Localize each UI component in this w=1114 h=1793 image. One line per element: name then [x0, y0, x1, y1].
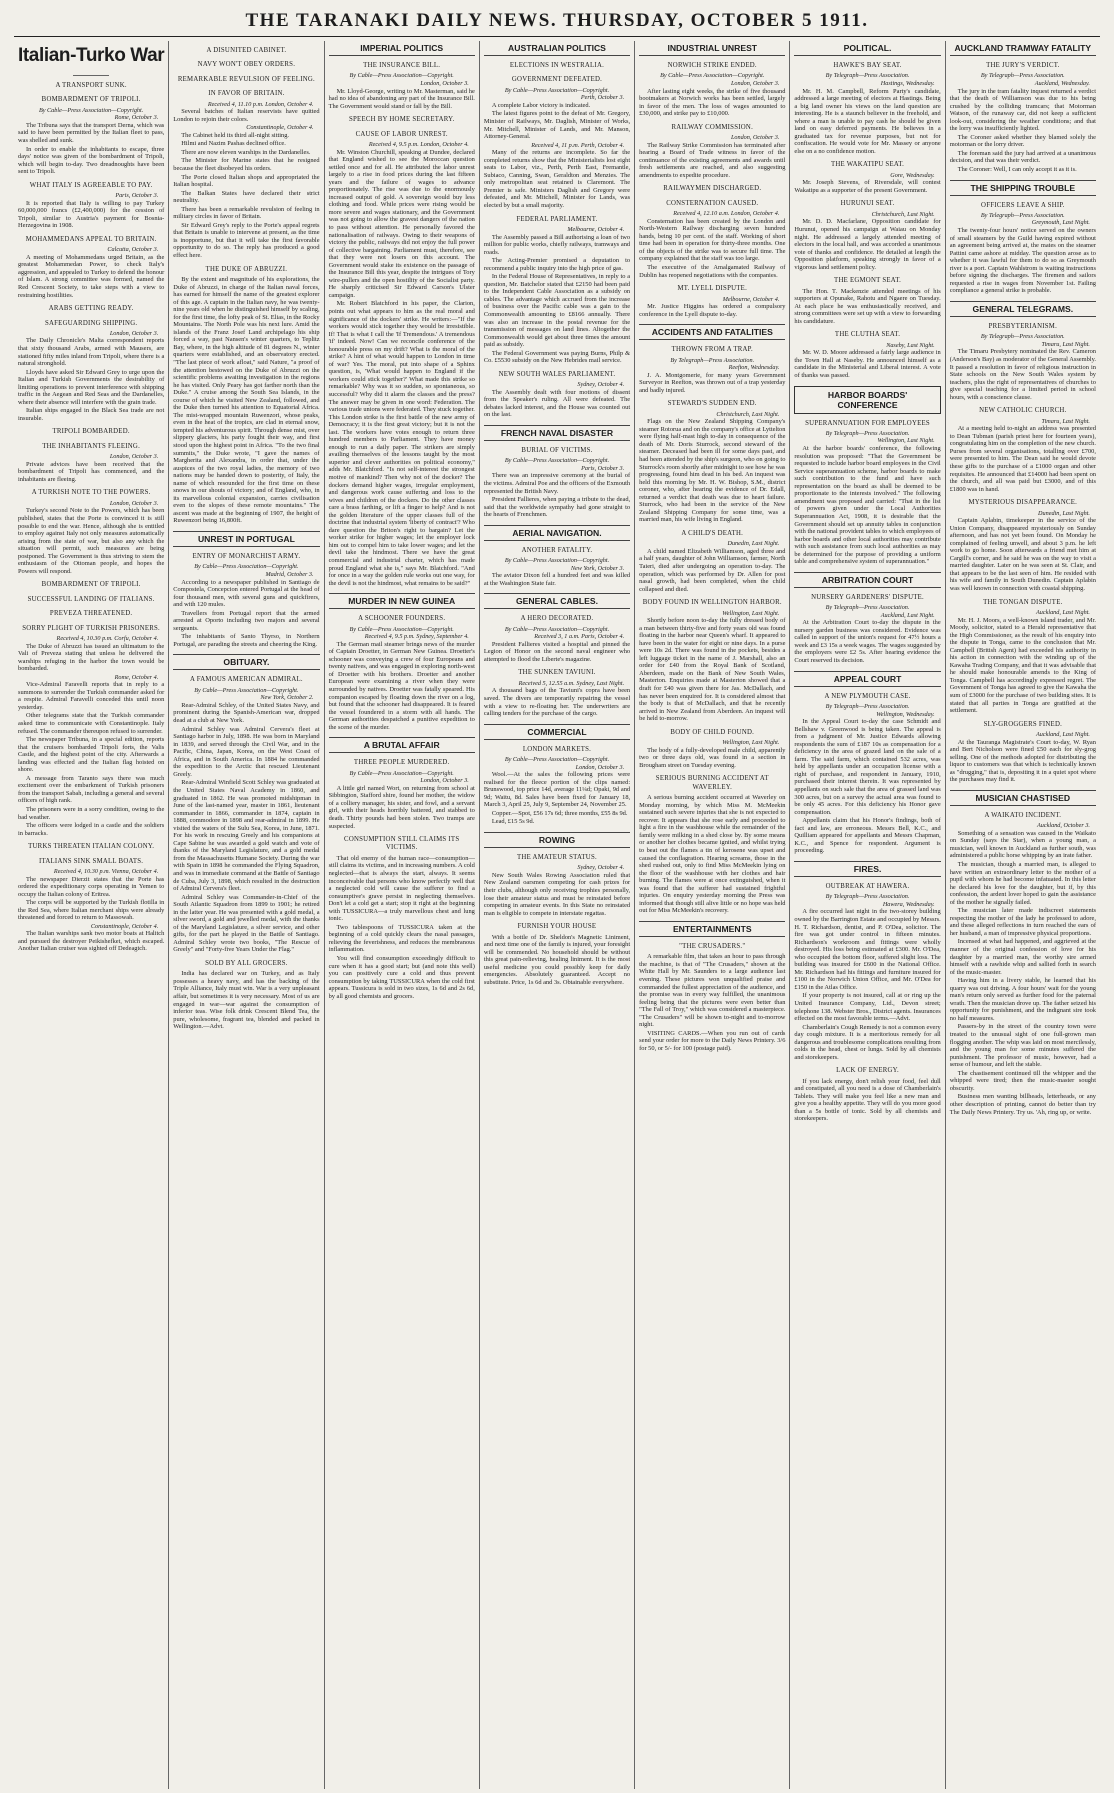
dateline: Rome, October 4. — [114, 673, 159, 681]
subheading: SUPERANNUATION FOR EMPLOYEES — [805, 419, 930, 427]
section-heading: A BRUTAL AFFAIR — [329, 737, 475, 753]
subheading: SLY-GROGGERS FINED. — [983, 720, 1063, 728]
paragraph: Travellers from Portugal report that the armed arrested at Oporto including two majors and several sergeants. — [173, 609, 320, 632]
subheading: ANOTHER FATALITY. — [521, 546, 593, 554]
paragraph: Passers-by in the street of the country town were treated to the unusual sight of one full-grown man flogging another. The whip was laid on most mercilessly, and the young man for some minutes suffered the punishment. The professor of music, however, had a sense of humour, and left the stable. — [949, 1023, 1096, 1069]
section-title: Italian-Turko War — [18, 45, 165, 66]
dateline: Constantinople, October 4. — [246, 124, 314, 132]
byline: By Telegraph—Press Association. — [825, 429, 910, 437]
paragraph: J. A. Montgomerie, for many years Government Surveyor in Reefton, was thrown out of a trap yesterday and badly injured. — [639, 371, 786, 394]
subheading: SOLD BY ALL GROCERS. — [205, 959, 288, 967]
paragraph: VISITING CARDS.—When you run out of cards send your order for more to the Daily News Printery. 3/6 for 50, or 5/- for 100 (postage paid). — [639, 1029, 786, 1052]
dateline: London, October 3. — [420, 79, 469, 87]
column-6 — [790, 41, 945, 1789]
dateline: Timaru, Last Night. — [1041, 340, 1090, 348]
byline: By Cable—Press Association—Copyright. — [349, 72, 454, 80]
paragraph: The musician later made indiscreet statements respecting the mother of the lady he professed to adore, and these alleged reflections in turn reached the ears of her husband, a man of impressive physical proportions. — [949, 907, 1096, 937]
subheading: FEDERAL PARLIAMENT. — [516, 215, 598, 223]
paragraph: The newspaper Tribuna, in a special edition, reports that the cruisers bombarded Tripoli forts, the Valis Castle, and the highest point of the city. Afterwards a landing was effected and the Italian flag hoisted on shore. — [18, 736, 165, 774]
paragraph: Mr. W. D. Moore addressed a fairly large audience in the Town Hall at Naseby. He announced himself as a candidate in the Ministerial and Liberal interest. A vote of thanks was passed. — [794, 349, 941, 379]
paragraph: The executive of the Amalgamated Railway of Dublin has reopened negotiations with the companies. — [639, 264, 786, 279]
subheading: TURKS THREATEN ITALIAN COLONY. — [28, 843, 155, 851]
columns — [14, 41, 1100, 1789]
section-heading: ROWING — [484, 832, 630, 848]
dateline: Received 4, 9.5 p.m. Sydney, September 4. — [364, 633, 469, 641]
paragraph: Mr. D. D. Macfarlane, Opposition candidate for Hurunui, opened his campaign at Waiau on Monday night. He addressed a largely attended meeting of electors in the local hall, and was accorded a unanimous vote of thanks and confidence. He detailed at length the Opposition platform, speaking strongly in favor of a vigorous land settlement policy. — [794, 218, 941, 271]
subheading: WHAT ITALY IS AGREEABLE TO PAY. — [29, 181, 153, 189]
paragraph: The corps will be supported by the Turkish flotilla in the Red Sea, where Italian merchant ships were already threatened and forced to return to Massowah. — [18, 899, 165, 922]
section-heading: MURDER IN NEW GUINEA — [329, 593, 475, 609]
paragraph: Admiral Schley was Commander-in-Chief of the South Atlantic Squadron from 1899 to 1901; he retired in the latter year. He was presented with a gold medal, a silver sword, a gold and jewelled medal, with the thanks of the Maryland Legislature, a silver service, and other gifts, for the part he played in the Battle of Santiago. Admiral Schley wrote two books, "The Rescue of Greely" and "Forty-five Years Under the Flag." — [173, 893, 320, 954]
dateline: Received 4, 12.10 a.m. London, October 4. — [673, 210, 780, 218]
dateline: Gore, Wednesday. — [890, 171, 935, 179]
byline: By Cable—Press Association—Copyright. — [38, 106, 144, 114]
byline: By Telegraph—Press Association. — [980, 211, 1065, 219]
dateline: Received 4, 10.30 p.m. Vienna, October 4. — [53, 868, 159, 876]
paragraph: The Acting-Premier promised a deputation to recommend a public inquiry into the high price of gas. — [483, 257, 631, 272]
dateline: Auckland, Last Night. — [880, 611, 935, 619]
dateline: Auckland, October 3. — [1037, 822, 1090, 830]
subheading: LACK OF ENERGY. — [836, 1067, 899, 1075]
section-heading: GENERAL CABLES. — [484, 593, 630, 609]
subheading: GOVERNMENT DEFEATED. — [511, 76, 603, 84]
paragraph: A serious burning accident occurred at Waverley on Monday morning, by which Miss M. McMeekin sustained such severe injuries that she is not expected to recover. It appears that she rose early and proceeded to light a fire in the washhouse while the remainder of the family were milking in a shed close by. By some means or another her clothes became ignited, and whilst trying to beat out the flames a tin of kerosene was upset and caused the conflagration. Hearing screams, those in the shed rushed out, only to find Miss McMeekin lying on the floor of the washhouse with her clothes and hair burning. The flames were at once extinguished, when it was found that the sufferer had sustained frightful injuries. On enquiry yesterday morning the Press was informed that though still alive little or no hope was held out for Miss McMeekin's recovery. — [639, 794, 786, 915]
subheading: THE JURY'S VERDICT. — [986, 62, 1060, 69]
dateline: New York, October 2. — [260, 694, 314, 702]
byline: By Cable—Press Association—Copyright. — [504, 625, 610, 633]
byline: By Telegraph—Press Association. — [980, 72, 1065, 80]
paragraph: That old enemy of the human race—consumption—still claims its victims, and in increasing numbers. A cold neglected—that is always the start, always. It seems inconceivable that persons who know perfectly well that a neglected cold will cause the sufferer to find a consumptive's grave persist in neglecting themselves. Don't let a cold get a start; stop it right at the beginning with TUSSICURA—a truly marvellous chest and lung tonic. — [328, 854, 475, 923]
paragraph: Mr. Winston Churchill, speaking at Dundee, declared that England wished to see the Moroccan question settled once and for all. He attributed the labor unrest largely to a rise in food prices during the last fifteen years and the failure of wages to advance proportionately. The rise was due to the enormously increased output of gold. A sovereign would buy less clothing and food. While prices were rising would be more severe and wages stationary, and the Government was not going to allow the gravest dangers of the nation to pass without attention. He personally favored the nationalisation of railways. Owing to their weapons of victory the public, railways did not enjoy the full power of collective bargaining. Parliament must, therefore, see that they were not losers on this account. The Government would stake its existence on the passage of the Insurance Bill this year, despite the intrigues of Tory wire-pullers and the open hostility of the Socialist party. He sharply criticised Sir Edward Carson's Ulster campaign. — [328, 148, 475, 299]
subheading: CAUSE OF LABOR UNREST. — [355, 130, 448, 138]
paragraph: Mr. Robert Blatchford in his paper, the Clarion, points out what appears to him as the real moral and significance of the dockers' strike. He writers:—"If the workers would stick together they would be irresistible. If! That is what I call the 'If Tremendous.' A tremendous 'if' indeed. Now! Can we reconcile conference of the honourable press on my drift? What is the moral of the strike? A hint of what would happen to London in time of war? Yes. The moral, put into shape of a Sphinx question, is, 'What would happen to England if the workers could stick together?' What made this strike so remarkable? Why was it so sudden, so spontaneous, so successful? Why did it alarm the classes and the press? The answer may be given in one word: Federation. The various trade unions were federated. They stuck together. This London strike is the first battle of the new army of Democracy; it is the first great victory; but it is not the last. The workers have votes enough to return three hundred members to Parliament. They have money enough to run a daily paper. The strikers are simply availing themselves of the lessons taught by the most superior and clever authorities on political economy," adds Mr. Blatchford. "Is not self-interest the strongest motive of mankind? Then why not of the docker? The dockers demand higher wages, irregular employment, and dangerous work cause suffering and loss to the wives and children of the dockers. Do the other classes care a brass farthing, or lift a finger to help? And is not the golden literature of the upper classes full of the doctrine that industrial system 'liberty of contract'? Who dare question the Briton's right to bargain? Let the worker strike for higher wages; let the employer lock him out to compel him to take lower wages; and let the devil take the hindmost. There we have the great commercial and industrial charter, which has made proud England what she is," says Mr. Blatchford. "And for once in a way the golden rule works out one way, for the devil is not the hindmost, what remains to be said?" — [328, 300, 475, 587]
subheading: PREVEZA THREATENED. — [49, 610, 133, 618]
paragraph: Private advices have been received that the bombardment of Tripoli has commenced, and the inhabitants are fleeing. — [18, 460, 165, 483]
dateline: Calcutta, October 3. — [107, 246, 159, 254]
subheading: BODY FOUND IN WELLINGTON HARBOR. — [642, 599, 782, 607]
dateline: Received 4, 11.10 p.m. London, October 4. — [207, 100, 314, 108]
subheading: "THE CRUSADERS." — [679, 942, 746, 950]
subheading: A CHILD'S DEATH. — [681, 529, 744, 537]
section-heading: ACCIDENTS AND FATALITIES — [639, 324, 785, 340]
subheading: A WAIKATO INCIDENT. — [984, 811, 1062, 819]
paragraph: The inhabitants of Santo Thyrso, in Northern Portugal, are parading the streets and cheering the King. — [173, 633, 320, 648]
paragraph: The Timaru Presbytery nominated the Rev. Cameron (Anderson's Bay) as moderator of the General Assembly. It passed a resolution in favor of religious instruction in State schools on the New South Wales system by teachers, plus the right of representatives of churches to give special teaching for a limited period in school hours, with a conscience clause. — [949, 348, 1096, 401]
dateline: Melbourne, October 4. — [567, 225, 625, 233]
paragraph: Flags on the New Zealand Shipping Company's steamer Rotorua and on the company's office at Lyttelton were flying half-mast high to-day in consequence of the death of Mr. Doris Sturrock, second steward of the steamer. Deceased had been ill for some days past, and had been attended by the ship's surgeon, who on going to Sturrock's room shortly after midnight to see how he was progressing, found him dead in his bed. An inquest was held this morning by Mr. H. W. Bishop, S.M., district coroner, who, after hearing the evidence of Dr. Edall, returned a verdict that death was due to heart failure. Sturrock, who had been in the service of the New Zealand Shipping Company for some time, was a married man, his wife living in England. — [639, 418, 786, 524]
subheading: SAFEGUARDING SHIPPING. — [44, 319, 138, 327]
section-heading: COMMERCIAL — [484, 724, 630, 740]
dateline: Received 3, 1 a.m. Paris, October 4. — [534, 633, 625, 641]
section-heading: OBITUARY. — [173, 654, 319, 670]
byline: By Cable—Press Association—Copyright. — [504, 86, 610, 94]
dateline: Received 4, 10.30 p.m. Corfu, October 4. — [56, 634, 159, 642]
paragraph: Wool.—At the sales the following prices were realised for the fleece portion of the clips named: Brunswood, top price 14d, average 11¼d; Opaki, 9d and 9d; Waitu, 8d. Sales have been fixed for January 18, March 3, April 25, July 9, September 24, November 25. — [483, 771, 631, 809]
subheading: BOMBARDMENT OF TRIPOLI. — [41, 96, 141, 104]
dateline: Madrid, October 3. — [265, 570, 314, 578]
subheading: ELECTIONS IN WESTRALIA. — [509, 62, 605, 69]
paragraph: If you lack energy, don't relish your food, feel dull and constipated, all you need is a dose of Chamberlain's Tablets. They will make you feel like a new man and give you a healthy appetite. They will do you more good than a 5s bottle of tonic. Sold by all chemists and storekeepers. — [794, 1077, 941, 1123]
paragraph: Two tablespoons of TUSSICURA taken at the beginning of a cold quickly clears the nasal passages, relieving the feverishness, and reduces the membranous inflammation. — [328, 923, 475, 954]
paragraph: Hilmi and Nazim Pashas declined office. — [181, 140, 286, 148]
subheading: BURIAL OF VICTIMS. — [521, 446, 593, 454]
subheading: SORRY PLIGHT OF TURKISH PRISONERS. — [22, 624, 160, 632]
dateline: Received 5, 12.55 a.m. Sydney, Last Night. — [518, 679, 625, 687]
subheading: A TURKISH NOTE TO THE POWERS. — [31, 489, 151, 497]
paragraph: Copper.—Spot, £56 17s 6d; three months, £55 8s 9d. — [491, 809, 628, 817]
paragraph: The Coroner: Well, I can only accept it as it is. — [957, 165, 1077, 173]
byline: By Cable—Press Association—Copyright. — [194, 686, 299, 694]
dateline: Perth, October 3. — [580, 94, 625, 102]
byline: By Cable—Press Association—Copyright. — [349, 625, 454, 633]
subheading: HAWKE'S BAY SEAT. — [833, 62, 902, 69]
byline: By Cable—Press Association—Copyright. — [660, 72, 765, 80]
column-2 — [169, 41, 324, 1789]
subheading: CONSUMPTION STILL CLAIMS ITS VICTIMS. — [344, 836, 460, 852]
subheading: THROWN FROM A TRAP. — [671, 346, 753, 354]
paragraph: Shortly before noon to-day the fully dressed body of a man between thirty-five and forty years old was found floating in the harbor near Queen's wharf. It appeared to have been in the water for eight or nine days. In a purse were 10s 2d. There was found in the pockets, besides a left luggage ticket in the name of J. Marshall, also an order for £40 from the Royal Bank of Scotland, Aberdeen, made on the Bank of New South Wales, Masterton. Enquiries made at Masterton showed that a draft for £40 was given there for Jas. McDallach, and has never been enquired for. It is considered almost that the body is that of McDallach, and that he recently arrived in New Zealand from Aberdeen. An inquest will be held to-morrow. — [639, 617, 786, 723]
subheading: REMARKABLE REVULSION OF FEELING. — [177, 75, 315, 83]
paragraph: The Tribuna says that the transport Derna, which was said to have been permitted by the Italian fleet to pass, was shelled and sunk. — [18, 121, 165, 144]
paragraph: A remarkable film, that takes an hour to pass through the machine, is that of "The Crusaders," shown at the White Hall by Mr. Saunders to a large audience last evening. These pictures won unqualified praise and commanded the fullest appreciation of the audience, and the promise was in every way fulfilled, the unanimous feeling being that the pictures were even better than "The Fall of Troy," which was considered a masterpiece. "The Crusaders" will be shown to-night and to-morrow night. — [639, 953, 786, 1029]
paragraph: In order to enable the inhabitants to escape, three days' notice was given of the bombardment of Tripoli, which will begin to-day. Two dreadnoughts have been sent to Tripoli. — [18, 145, 165, 176]
subheading: ARABS GETTING READY. — [48, 305, 134, 313]
column-1 — [14, 41, 169, 1789]
divider — [73, 75, 109, 76]
section-heading: GENERAL TELEGRAMS. — [950, 301, 1096, 317]
paragraph: If your property is not insured, call at or ring up the United Insurance Company, Ltd., Devon street; telephone 138. Webster Bros., District agents. Insurances effected on the most favorable terms.—Advt. — [794, 992, 941, 1023]
subheading: MT. LYELL DISPUTE. — [677, 285, 748, 293]
dateline: Auckland, Last Night. — [1036, 608, 1090, 616]
paragraph: Italian ships engaged in the Black Sea trade are not insurable. — [18, 407, 165, 422]
paragraph: According to a newspaper published in Santiago de Compostela, Concepcion entered Portugal at the head of four thousand men, with several guns and quickfirers, and with 120 mules. — [173, 578, 320, 609]
subheading: ITALIANS SINK SMALL BOATS. — [39, 857, 144, 865]
subheading: MOHAMMEDANS APPEAL TO BRITAIN. — [25, 235, 157, 243]
subheading: THE DUKE OF ABRUZZI. — [205, 265, 288, 273]
dateline: New York, October 3. — [570, 564, 625, 572]
paragraph: Chamberlain's Cough Remedy is not a common every day cough mixture. It is a meritorious remedy for all dangerous and troublesome complications resulting from colds in the head, chest or lungs. Sold by all chemists and storekeepers. — [794, 1023, 941, 1061]
dateline: Rome, October 3. — [114, 114, 159, 122]
paragraph: The foreman said the jury had arrived at a unanimous decision, and that was their verdict. — [949, 149, 1096, 165]
paragraph: With a bottle of Dr. Sheldon's Magnetic Liniment, and next time one of the family is injured, your foresight will be commended. No household should be without this great pain-relieving, healing liniment. It is the most useful medicine you could possibly keep for daily emergencies. Absolutely guaranteed. Accept no substitute. Price, 1s 6d and 3s. Obtainable everywhere. — [483, 933, 631, 986]
paragraph: In the Federal House of Representatives, in reply to a question, Mr. Batchelor stated that £2150 had been paid to the Independent Cable Association as a subsidy on cables. The advantage which accrued from the increase of business over the Pacific cable was a gain to the Commonwealth amounting to £8166 annually. There was also an increase in the postal revenue for the transmission of messages on land lines. Altogether the Commonwealth would get about three times the amount paid as subsidy. — [483, 273, 631, 349]
paragraph: The Hon. T. Mackenzie attended meetings of his supporters at Opunake, Rahotu and Ngaere on Tuesday. At each place he was enthusiastically received, and strong committees were set up with a view to forwarding his candidature. — [794, 287, 941, 325]
dateline: London, October 3. — [109, 453, 159, 461]
subheading: NEW SOUTH WALES PARLIAMENT. — [498, 370, 616, 378]
paragraph: A child named Elizabeth Williamson, aged three and a half years, daughter of John Williamson, farmer, North Taieri, died after undergoing an operation to-day. The operation, which was performed by Dr. Allen for post nasal growth, had been completed, when the child collapsed and died. — [639, 547, 786, 593]
byline: By Cable—Press Association—Copyright. — [504, 457, 610, 465]
paragraph: In the Appeal Court to-day the case Schmidt and Bellshaw v. Greenwood is being taken. The appeal is from a judgment of Mr. Justice Edwards allowing respondents the sum of £187 10s as compensation for a deficiency in the area of grazed land on the sale of a farm. The said farm, which contained 532 acres, was held by appellants under an occupation license with a right of purchase, and respondent in January, 1910, purchased their interest therein. It was represented by appellants on such sale that the area of grassed land was 300 acres, but on a survey the actual area was found to be only 45 acres. For this deficiency his Honor gave compensation. — [794, 718, 941, 816]
subheading: THE CLUTHA SEAT. — [834, 331, 901, 339]
paragraph: The aviator Dixon fell a hundred feet and was killed at the Washington State fair. — [483, 572, 631, 587]
section-heading: ENTERTAINMENTS — [639, 921, 785, 937]
subheading: THE AMATEUR STATUS. — [517, 853, 597, 861]
paragraph: Turkey's second Note to the Powers, which has been published, states that the Porte is convinced it is still possible to end the war. Hence, although she is entitled to employ against Italy not only measures automatically arising from the state of war, but also any which the situation will permit, such measures are being postponed. The Government is thus striving to stem the enthusiasm of the Ottoman people, and hopes the Powers will respond. — [18, 507, 165, 575]
subheading: A SCHOONER FOUNDERS. — [358, 615, 446, 623]
paragraph: Many of the returns are incomplete. So far the completed returns show that the Ministerialists lost eight seats to Labor, viz., Perth, Perth East, Fremantle, Subiaco, Canning, Swan, Geraldton and Menzies. The only metropolitan seat retained is Claremont. The Premier is safe. Ministers Daglish and Gregory were defeated, and Mr. Mitchell, Minister for Lands, was elected by but a small majority. — [483, 149, 631, 210]
subheading: IN FAVOR OF BRITAIN. — [208, 90, 285, 98]
dateline: Greymouth, Last Night. — [1031, 219, 1090, 227]
paragraph: At the Arbitration Court to-day the dispute in the nursery garden business was considered. Evidence was called in support of the union's request for 47½ hours a week and £3 15s a week wages. The wages suggested by the employers were £2 5s. After hearing evidence the Court reserved its decision. — [794, 619, 941, 665]
byline: By Telegraph—Press Association. — [825, 702, 910, 710]
byline: By Cable—Press Association—Copyright. — [504, 557, 610, 565]
paragraph: The officers were lodged in a castle and the soldiers in barracks. — [18, 822, 165, 837]
dateline: London, October 3. — [109, 329, 159, 337]
paragraph: There has been a remarkable revulsion of feeling in military circles in favor of Britain. — [173, 205, 320, 221]
paragraph: Rear-Admiral Winfield Scott Schley was graduated at the United States Naval Academy in 1860, and graduated in 1862. He was promoted midshipman in June of the last-named year, master in 1861, lieutenant commander in 1866, commander in 1874, captain in 1888, commodore in 1898 and rear-admiral in 1899. He visited the waters of the Sulu Sea, Korea, in June, 1871. For his work in rescuing Greely and his companions at Cape Sabine he was awarded a gold watch and vote of thanks of the Maryland Legislature, and a gold medal from the Massachusetts Humane Society. During the war with Spain in 1898 he commanded the Flying Squadron, and was in immediate command at the Battle of Santiago de Cuba, July 3, 1898, which resulted in the destruction of Admiral Cervera's fleet. — [173, 779, 320, 893]
dateline: London, October 3. — [420, 777, 469, 785]
paragraph: The Duke of Abruzzi has issued an ultimatum to the Vali of Preveza stating that unless he delivered the warships refuging in the harbor the town would be bombarded. — [18, 642, 165, 673]
paragraph: Having him in a livery stable, he learned that his quarry was out driving. A four hours' wait for the young man's return only served as further food for the paternal wrath. Then the musician drove up. The father seized his opportunity for punishment, and the indignant sire took no half measures. — [949, 977, 1096, 1022]
subheading: A TRANSPORT SUNK. — [55, 82, 127, 89]
dateline: Christchurch, Last Night. — [716, 410, 780, 418]
paragraph: The twenty-four hours' notice served on the owners of small steamers by the Guild having expired without an agreement being arrived at, the mates on the steamer Pattini came ashore at midday. The question arose as to whether it was lawful for them to do so as Greymouth river is a port. Captain Wahlstrom is waiting instructions before signing the discharges. The firemen and sailors requested a rise in wages from November 1st. Failing compliance a general strike is probable. — [949, 227, 1096, 295]
paragraph: A message from Taranto says there was much excitement over the embarkment of Turkish prisoners from the transport Sabah, including a general and several officers of high rank. — [18, 774, 165, 805]
paragraph: President Fallieres visited a hospital and pinned the Legion of Honor on the second naval engineer who attempted to flood the Liberte's magazine. — [483, 640, 631, 663]
dateline: London, October 3. — [730, 79, 780, 87]
paragraph: Several batches of Italian reservists have quitted London to rejoin their colors. — [173, 108, 320, 123]
section-heading: AUCKLAND TRAMWAY FATALITY — [950, 41, 1096, 56]
paragraph: The prisoners were in a sorry condition, owing to the bad weather. — [18, 806, 165, 821]
paragraph: The Assembly passed a Bill authorising a loan of two million for public works, chiefly railways, tramways and roads. — [483, 233, 631, 256]
dateline: Received 4, 11 p.m. Perth, October 4. — [531, 141, 625, 149]
dateline: Wellington, Last Night. — [722, 739, 780, 747]
subheading: THE INSURANCE BILL. — [363, 62, 441, 69]
subheading: RAILWAYMEN DISCHARGED. — [663, 185, 762, 193]
paragraph: Vice-Admiral Faravelli reports that in reply to a summons to surrender the Turkish commander asked for a respite. Admiral Faravelli conceded this until noon yesterday. — [18, 681, 165, 711]
subheading: HURUNUI SEAT. — [840, 200, 895, 208]
paragraph: Other telegrams state that the Turkish commander asked time to communicate with Constantinople. Italy refused. The commander thereupon refused to surrender. — [18, 712, 165, 735]
section-heading: HARBOR BOARDS' CONFERENCE — [794, 386, 940, 414]
dateline: Wellington, Wednesday. — [876, 710, 935, 718]
dateline: Wellington, Last Night. — [722, 609, 780, 617]
dateline: Melbourne, October 4. — [722, 295, 780, 303]
paragraph: The Cabinet held its third all-night sitting. — [181, 131, 290, 139]
subheading: THREE PEOPLE MURDERED. — [353, 759, 450, 767]
paragraph: The jury in the tram fatality inquest returned a verdict that the death of Williamson was due to his being crushed by the colliding tramcars; that Motorman Watson, of the runaway car, did not keep a sufficient look-out, considering the weather conditions; and that the lorry was insufficiently lighted. — [949, 87, 1096, 133]
subheading: PRESBYTERIANISM. — [988, 322, 1058, 330]
column-4 — [480, 41, 635, 1789]
byline: By Cable—Press Association—Copyright. — [504, 756, 610, 764]
section-heading: FIRES. — [794, 861, 940, 877]
paragraph: The latest figures point to the defeat of Mr. Gregory, Minister of Railways, Mr. Daglish, Minister of Works, Mr. Mitchell, Minister of Lands, and Mr. Manson, Attorney-General. — [483, 110, 631, 141]
paragraph: The German mail steamer brings news of the murder of Captain Droetter, in German New Guinea. Droetter's schooner was conveying a crew of four Europeans and twenty natives, and was engaged in exploring north-west of Droetter with his brothers. Droetter and another European were examining a river when they were surrounded by natives. Droetter was fatally speared. His companion escaped by floating down the river on a log, but found that the schooner had disappeared. It is feared the vessel foundered in a storm with all hands. The German authorities despatched a punitive expedition to the scene of the murder. — [328, 640, 475, 731]
dateline: Auckland, Wednesday. — [1034, 79, 1090, 87]
subheading: NAVY WON'T OBEY ORDERS. — [197, 61, 296, 69]
paragraph: There was an impressive ceremony at the burial of the victims. Admiral Poe and the officers of the Exmouth represented the British Navy. — [483, 472, 631, 495]
subheading: SPEECH BY HOME SECRETARY. — [348, 116, 455, 124]
section-heading: IMPERIAL POLITICS — [329, 41, 475, 56]
paragraph: There are now eleven warships in the Dardanelles. — [181, 148, 311, 156]
subheading: NORWICH STRIKE ENDED. — [667, 62, 757, 69]
paragraph: Rear-Admiral Schley, of the United States Navy, and prominent during the Spanish-American war, dropped dead at a club at New York. — [173, 701, 320, 725]
section-heading: FRENCH NAVAL DISASTER — [484, 425, 630, 441]
subheading: RAILWAY COMMISSION. — [671, 123, 754, 131]
section-heading: THE SHIPPING TROUBLE — [950, 180, 1096, 196]
paragraph: The Federal Government was paying Burns, Philp & Co. £5530 subsidy on the New Hebrides mail service. — [483, 349, 631, 365]
paragraph: Appellants claim that his Honor's findings, both of fact and law, are erroneous. Messrs Bell, K.C., and Quilliam appeared for appellants and Messrs Chapman, K.C., and Spence for respondent. Argument is proceeding. — [794, 817, 941, 855]
paragraph: A little girl named Wort, on returning from school at Sibbington, Stafford shire, found her mother, the widow of a colliery manager, his sister, and fowl, and a servant girl, with their heads horribly battered, and stabbed to death. Thirty pounds had been stolen. Two tramps are suspected. — [328, 784, 475, 830]
subheading: OFFICERS LEAVE A SHIP. — [981, 201, 1065, 209]
dateline: London, October 3. — [730, 134, 780, 142]
paragraph: The Balkan States have declared their strict neutrality. — [173, 189, 320, 205]
paragraph: A fire occurred last night in the two-storey building owned by the Barrington Estate and occupied by Messrs. H. T. Richardson, dentist, and P. O'Dea, solicitor. The fire was got under control in fifteen minutes. Richardson's workroom and fittings were wholly destroyed. His loss being estimated at £300. Mr. O'Dea, who occupied the bottom floor, suffered slight loss. The building was insured for £600 in the National Office. Mr. Richardson had his fittings and furniture insured for £100 in the Norwich Union Office, and Mr. O'Dea for £150 in the Atlas Office. — [794, 908, 941, 991]
paragraph: The newspaper Dierzit states that the Porte has ordered the expeditionary corps operating in Yemen to occupy the Italian colony of Eritrea. — [18, 875, 165, 898]
section-heading: AUSTRALIAN POLITICS — [484, 41, 630, 56]
dateline: Paris, October 3. — [115, 192, 159, 200]
subheading: THE TONGAN DISPUTE. — [983, 598, 1063, 606]
dateline: Auckland, Last Night. — [1036, 731, 1090, 739]
paragraph: The Railway Strike Commission has terminated after hearing a Board of Trade witness in favor of the continuance of the existing agreements and awards until fresh settlements are reached, and also suggesting amendments to expedite procedure. — [639, 141, 786, 179]
paragraph: At the harbor boards' conference, the following resolution was proposed: "That the Government be requested to include harbor board employees in the Civil Service superannuation scheme, harbor boards to make such contribution to the fund and have such representation on the board as shall be deemed to be proportionate to the interests involved." The following amendment was proposed and carried: "That in the list of powers given under the Local Authorities Superannuation Act, 1908, it is desirable that the Government should set up annuity tables in conjunction with the national provident tables to which employees of harbor boards and other local authorities may contribute with such assistance from such local authorities as may be determined for the purpose of providing a uniform table and comprehensive system of superannuation." — [794, 445, 941, 566]
paragraph: A complete Labor victory is indicated. — [491, 101, 591, 109]
dateline: Paris, October 3. — [581, 464, 625, 472]
paragraph: At the Tauranga Magistrate's Court to-day, W. Ryan and Bert Nicholson were fined £50 each for sly-grog selling. One of the methods adopted for distributing the liquor to customers was that which is technically known as "drugging," that is, depositing it in a quiet spot where the purchases may find it. — [949, 738, 1096, 784]
dateline: Hawera, Wednesday. — [882, 900, 935, 908]
subheading: TRIPOLI BOMBARDED. — [52, 428, 130, 436]
subheading: A FAMOUS AMERICAN ADMIRAL. — [189, 676, 303, 684]
dateline: Constantinople, October 4. — [90, 922, 159, 930]
subheading: STEWARD'S SUDDEN END. — [667, 400, 757, 408]
paragraph: It is reported that Italy is willing to pay Turkey 60,000,000 francs (£2,400,000) for the cession of Tripoli, similar to Austria's payment for Bosnia-Herzegovina in 1908. — [18, 199, 165, 230]
paragraph: After lasting eight weeks, the strike of five thousand bootmakers at Norwich works has been settled, largely in favor of the men. The loss of wages amounted to £30,000, and strike pay to £10,000. — [639, 87, 786, 118]
dateline: Dunedin, Last Night. — [1038, 509, 1090, 517]
subheading: BODY OF CHILD FOUND. — [670, 728, 755, 736]
column-7 — [946, 41, 1100, 1789]
paragraph: Mr. Lloyd-George, writing to Mr. Masterman, said he had no idea of abandoning any part of the Insurance Bill. The Government would stand or fall by the Bill. — [328, 87, 475, 110]
dateline: Timaru, Last Night. — [1041, 417, 1090, 425]
paragraph: The Assembly dealt with four motions of dissent from the Speaker's ruling. All were defeated. The debates lacked interest, and the House was counted out on the last. — [483, 388, 631, 419]
paragraph: The Coroner asked whether they blamed solely the motorman or the lorry driver. — [949, 133, 1096, 149]
paragraph: Mr. H. J. Moors, a well-known island trader, and Mr. Moody, solicitor, stated to a Herald representative that the High Commissioner, as the result of his enquiry into the dispute in Tonga, came to the conclusion that Mr. Campbell (British Agent) had exceeded his authority in his action in connection with the winding up of the Kawaha Trading Company, and that it was advisable that he should make honourable amends to the King of Tonga. Campbell has accordingly expressed regret. The Government of Tonga has agreed to give the Kawaha the sum of £3000 for the purchase of two building sites. It is stated that all parties in Tonga are gratified at the settlement. — [949, 616, 1096, 715]
paragraph: The Minister for Marine states that he resigned because the fleet disobeyed his orders. — [173, 157, 320, 172]
subheading: OUTBREAK AT HAWERA. — [825, 882, 910, 890]
subheading: MYSTERIOUS DISAPPEARANCE. — [968, 499, 1078, 507]
subheading: NEW CATHOLIC CHURCH. — [979, 407, 1067, 415]
paragraph: India has declared war on Turkey, and as Italy possesses a heavy navy, and has the backing of the Triple Alliance, Italy must win. War is a very unpleasant affair, but sometimes it is very necessary. Most of us are engaged in war—war against the consumption of inferior teas. Wise folk drink Crescent Blend Tea, the pure, wholesome, fragrant tea, blended and packed in Wellington.—Advt. — [173, 970, 320, 1031]
paragraph: Business men wanting billheads, letterheads, or any other description of printing, cannot do better than try The Daily News Printery. Try us. 'Ah, ring up, or write. — [949, 1093, 1096, 1116]
dateline: Sydney, October 4. — [577, 381, 625, 389]
byline: By Telegraph—Press Association. — [980, 333, 1065, 341]
paragraph: The body of a fully-developed male child, apparently two or three days old, was found in a section in Brougham street on Tuesday evening. — [639, 746, 786, 769]
byline: By Telegraph—Press Association. — [825, 72, 910, 80]
paragraph: The Porte closed Italian shops and appropriated the Italian hospital. — [173, 173, 320, 189]
paragraph: The Daily Chronicle's Malta correspondent reports that sixty thousand Arabs, armed with Mausers, are stationed fifty miles inland from Tripoli, where there is a natural stronghold. — [18, 337, 165, 368]
subheading: LONDON MARKETS. — [522, 745, 592, 753]
paragraph: Lloyds have asked Sir Edward Grey to urge upon the Italian and Turkish Governments the desirability of limiting operations to prevent interference with shipping traffic in the Aegean and Red Seas and the Dardanelles, where their absence will interfere with the grain trade. — [18, 368, 165, 406]
dateline: Received 4, 9.5 p.m. London, October 4. — [368, 140, 469, 148]
subheading: BOMBARDMENT OF TRIPOLI. — [41, 581, 141, 589]
section-heading: POLITICAL. — [794, 41, 940, 56]
paragraph: President Fallieres, when paying a tribute to the dead, said that the worldwide sympathy had gone straight to the hearts of Frenchmen. — [483, 496, 631, 519]
column-5 — [635, 41, 790, 1789]
section-heading: AERIAL NAVIGATION. — [484, 525, 630, 541]
dateline: London, October 3. — [109, 499, 159, 507]
paragraph: By the extent and magnitude of his explorations, the Duke of Abruzzi, in charge of the Italian naval forces, has earned for himself the name of the greatest explorer of this age. A captain in the Italian navy, he was twenty-nine years old when he distinguished himself by scaling, for the first time, the lofty peak of St. Elias, in the Rocky Mountains. The North Pole was his next lure. Amid the islands of the Franz Josef Land archipelago his ship forced a way, past Nansen's winter quarters, to Teplitz Bay, where, in the high altitude of 81 degrees N., winter quarters were established, and an observatory erected. "The last piece of work afloat," said Nature, "a proof of the attention bestowed on the Duke of Abruzzi on the scientific problems awaiting investigation in the regions he has visited. Only Peary has got farther north than the Duke." A cruise among the South Sea Islands, in the course of which he visited New Zealand, followed, and the Duke then turned his attention to Equatorial Africa. The mist-wrapped mountain Ruwenzori, whose peaks, even in the heat of the tropics, are clad in eternal snow, tempted his adventurous spirit. Through dense mist, over slippery glaciers, his party fought their way, and first stood upon the highest point in Africa. "To the two final summits," the Duke wrote, "I gave the names of Margherita and Alexandra, in order that, under the auspices of the two royal ladies, the memory of two nations may be handed down to posterity, of Italy, the name of which resounded for the first time on these snows in our shouts of victory; and of England, who, in its marvellous colonial expansion, carries civilisation even to the slopes of these remote mountains." The ascent was made at the beginning of 1907, the height of Ruwenzori being 16,800ft. — [173, 275, 320, 525]
byline: By Cable—Press Association—Copyright. — [194, 563, 299, 571]
column-3 — [325, 41, 480, 1789]
paragraph: Consternation has been created by the London and North-Western Railway discharging seven hundred hands, being 10 per cent. of the staff. Working of short time had been in operation for thirty-three months. One of the objects of the strike was to secure full time. The company explained that the staff was too large. — [639, 217, 786, 263]
paragraph: A thousand bags of the Taviuni's copra have been saved. The divers are temporarily repairing the vessel with a view to re-floating her. The underwriters are calling tenders for the purchase of the cargo. — [483, 687, 631, 718]
paragraph: A meeting of Mohammedans urged Britain, as the greatest Mohammedan Power, to check Italy's aggression, and appealed to Turkey to defend the honour of Islam. A strong committee was formed, named the Red Crescent Society, to take steps with a view to restraining hostilities. — [18, 253, 165, 299]
dateline: London, October 3. — [575, 763, 625, 771]
dateline: Hastings, Wednesday. — [880, 79, 935, 87]
section-heading: INDUSTRIAL UNREST — [639, 41, 785, 56]
paragraph: At a meeting held to-night an address was presented to Dean Tubman (parish priest here for fourteen years), congratulating him on the completion of the new church. Purses from several organisations, totalling over £700, were presented to him. The Dean said he would devote these gifts to the purchase of a £1000 organ and other requisites. He announced that £14000 had been spent on the church, and all was paid but £3000, and of this £1800 was in hand. — [949, 425, 1096, 493]
byline: By Telegraph—Press Association. — [670, 356, 755, 364]
dateline: Wellington, Last Night. — [877, 437, 935, 445]
paragraph: Admiral Schley was Admiral Cervera's fleet at Santiago harbor in July, 1898. He was born in Maryland in 1839, and served through the Civil War, and in the Pacific, China, Japan, Korea, on the West Coast of Africa, and in South America. In 1884 he commanded the expedition to the Arctic that rescued Lieutenant Greely. — [173, 725, 320, 778]
subheading: CONSTERNATION CAUSED. — [666, 199, 759, 207]
subheading: THE SUNKEN TAVIUNI. — [518, 669, 596, 677]
section-heading: ARBITRATION COURT — [794, 572, 940, 588]
subheading: A NEW PLYMOUTH CASE. — [824, 692, 911, 700]
dateline: Dunedin, Last Night. — [727, 540, 780, 548]
dateline: Sydney, October 4. — [577, 864, 625, 872]
section-heading: UNREST IN PORTUGAL — [173, 531, 319, 547]
paragraph: Something of a sensation was caused in the Waikato on Sunday (says the Star), when a young man, a musician, well known in Auckland as further south, was administered a public horse whipping by an irate father. — [949, 829, 1096, 860]
dateline: Naseby, Last Night. — [886, 341, 935, 349]
subheading: SUCCESSFUL LANDING OF ITALIANS. — [27, 595, 155, 603]
subheading: SERIOUS BURNING ACCIDENT AT WAVERLEY. — [655, 775, 769, 791]
byline: By Cable—Press Association—Copyright. — [349, 769, 454, 777]
dateline: Christchurch, Last Night. — [871, 210, 935, 218]
subheading: A DISUNITED CABINET. — [206, 47, 287, 54]
byline: By Telegraph—Press Association. — [825, 604, 910, 612]
masthead: THE TARANAKI DAILY NEWS. THURSDAY, OCTOBER 5 1911. — [14, 10, 1100, 37]
section-heading: APPEAL COURT — [794, 671, 940, 687]
paragraph: The Italian warships sank two motor boats at Halitch and pursued the destroyer Peikishefket, which escaped. Another Italian cruiser was sighted off Dedeagtch. — [18, 930, 165, 953]
subheading: THE INHABITANTS FLEEING. — [42, 442, 141, 450]
subheading: THE EGMONT SEAT. — [834, 277, 902, 285]
paragraph: The musician, though a married man, is alleged to have written an extraordinary letter to the mother of a pupil with whom he had become infatuated. In this letter he declared his love for the daughter, but if, by this confession, the ardent lover hoped to gain the assistance of the mother he signally failed. — [949, 861, 1096, 906]
paragraph: Captain Aplabin, timekeeper in the service of the Union Company, disappeared mysteriously on Sunday afternoon, and has not yet been found. On Monday he complained of feeling unwell, and about 3 p.m. he left work to go home. Soon afterwards a friend met him at Cargill's corner, and he said he was on the way to visit a married daughter. Later on he was seen at St. Clair, and that appears to be the last seen of him. He resided with his wife and family in South Dunedin. Captain Aplabin was well known in connection with coastal shipping. — [949, 517, 1096, 593]
paragraph: Incensed at what had happened, and aggrieved at the manner of the original confession of love for his daughter by a married man, the worthy sire armed himself with a rawhide whip and sallied forth in search of the music-master. — [949, 938, 1096, 976]
section-heading: MUSICIAN CHASTISED — [950, 790, 1096, 806]
paragraph: Mr. H. M. Campbell, Reform Party's candidate, addressed a large meeting of electors at Hastings. Being a big land owner his views on the land question are interesting. He is a staunch believer in the freehold, and where a man is unable to pay cash he should be given land on easy deferred payments. He believes in a graduated tax for revenue purposes, but not for confiscation. He would vote for Mr. Massey or anyone else on a no confidence motion. — [794, 87, 941, 155]
byline: By Telegraph—Press Association. — [825, 893, 910, 901]
subheading: ENTRY OF MONARCHIST ARMY. — [192, 553, 301, 561]
subheading: NURSERY GARDENERS' DISPUTE. — [811, 593, 924, 601]
paragraph: You will find consumption exceedingly difficult to cure when it has a good start; but (and note this well) you can positively cure a cold and thus prevent consumption by taking TUSSICURA when the cold first appears. Tussicura is sold in two sizes, 1s 6d and 2s 6d, by all good chemists and grocers. — [328, 954, 475, 1000]
dateline: Reefton, Wednesday. — [728, 364, 780, 372]
paragraph: Sir Edward Grey's reply to the Porte's appeal regrets that Britain is unable to intervene at present, as the time is inopportune, but that it will take the first favorable opportunity to do so. The reply has produced a good effect here. — [173, 221, 320, 260]
paragraph: New South Wales Rowing Association ruled that New Zealand oarsmen competing for cash prizes for their clubs, although only receiving trophies personally, lose their amateur status and must be reinstated before competing in amateur events. In this State no reinstated man is eligible to compete in interstate regattas. — [483, 871, 631, 917]
subheading: THE WAKATIPU SEAT. — [830, 161, 905, 169]
paragraph: The chastisement continued till the whipper and the whipped were tired; then the music-master sought obscurity. — [949, 1069, 1096, 1092]
paragraph: Mr. Justice Higgins has ordered a compulsory conference in the Lyell dispute to-day. — [639, 303, 786, 318]
paragraph: Mr. Joseph Stevens, of Riversdale, will contest Wakatipu as a supporter of the present Government. — [794, 179, 941, 194]
subheading: FURNISH YOUR HOUSE — [517, 923, 597, 931]
subheading: A HERO DECORATED. — [520, 615, 594, 623]
paragraph: Lead, £15 5s 9d. — [491, 818, 535, 826]
